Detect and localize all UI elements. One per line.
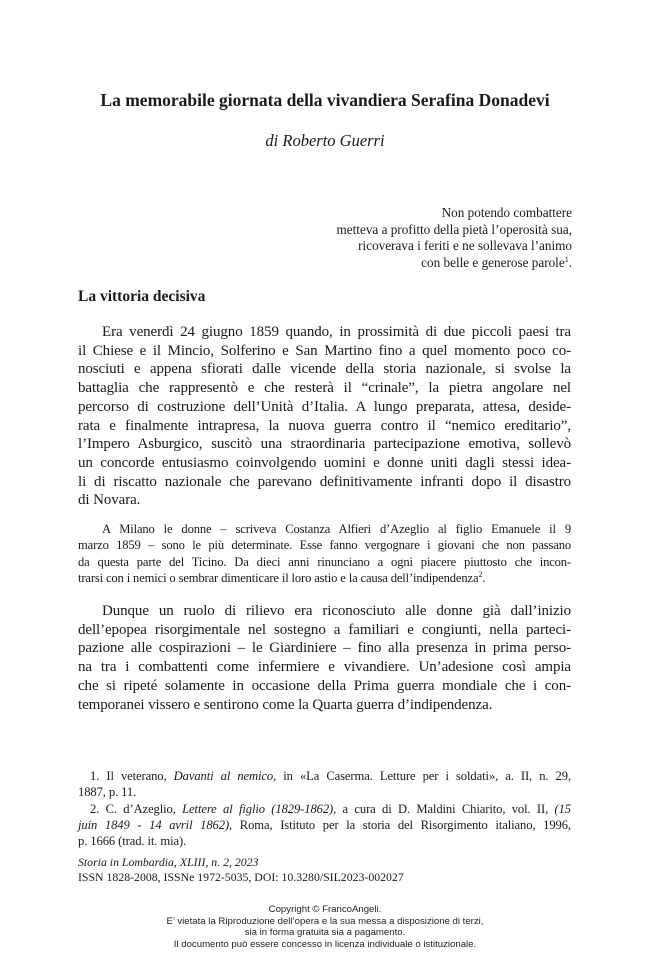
article-title: La memorabile giornata della vivandiera Serafina Donadevi [100, 90, 550, 110]
text-line: na tra i combattenti come infermiere e vivandiere. Un’adesione così ampia [78, 659, 571, 676]
epigraph-line: ricoverava i feriti e ne sollevava l’animo [358, 238, 572, 254]
text-line: Dunque un ruolo di rilievo era riconosciuto alle donne già dall’inizio [102, 603, 571, 619]
copyright-line: Il documento può essere concesso in licenza individuale o istituzionale. [173, 938, 477, 950]
footnote-2 [78, 801, 571, 849]
footnote-1 [78, 768, 571, 800]
copyright-line: Copyright © FrancoAngeli. [268, 904, 382, 915]
copyright-line: sia in forma gratuita sia a pagamento. [244, 927, 406, 938]
text-line: rata e finalmente intrapresa, la nuova guerra contro il “nemico ereditario”, [78, 417, 571, 434]
text-line: pazione alle cospirazioni – le Giardiniere – fino alla presenza in prima perso- [78, 640, 571, 657]
block-quote [78, 521, 571, 586]
paragraph-2 [78, 602, 571, 714]
quote-line-last: trarsi con i nemici o sembrar dimenticare il loro astio e la causa dell’indipendenza$^2$. [78, 569, 486, 585]
copyright-notice [0, 904, 650, 950]
footnotes [78, 768, 571, 849]
journal-issn-doi: ISSN 1828-2008, ISSNe 1972-5035, DOI: 10.3280/SIL2023-002027 [78, 870, 404, 884]
text-line: li di riscatto nazionale che parevano definitivamente infranti dopo il disastro [78, 473, 571, 490]
footnote-line: p. 1666 (trad. it. mia). [78, 834, 187, 848]
text-line: temporanei vissero e sentirono come la Quarta guerra d’indipendenza. [78, 696, 493, 713]
text-line: nosciuti e appena sfiorati dalle vicende della storia nazionale, si svolse la [78, 361, 571, 378]
quote-line: A Milano le donne – scriveva Costanza Alfieri d’Azeglio al figlio Emanuele il 9 [102, 522, 571, 536]
copyright-line: E’ vietata la Riproduzione dell’opera e la sua messa a disposizione di terzi, [166, 915, 484, 927]
text-line: battaglia che rappresentò e che resterà il “crinale”, la pietra angolare nel [78, 380, 571, 397]
footnote-line: 1887, p. 11. [78, 785, 137, 799]
section-heading: La vittoria decisiva [78, 288, 206, 305]
text-line: che si ripeté solamente in occasione della Prima guerra mondiale che i con- [78, 677, 571, 694]
journal-info [78, 855, 404, 885]
text-line: dell’epopea risorgimentale nel sostegno a familiari e congiunti, nella parteci- [78, 621, 571, 638]
article-author: di Roberto Guerri [265, 131, 385, 150]
epigraph-line: Non potendo combattere [441, 205, 572, 220]
footnote-line: 1. Il veterano, Davanti al nemico, in «La Caserma. Letture per i soldati», a. II, n. 29, [90, 769, 571, 783]
epigraph-line: metteva a profitto della pietà l’operosità sua, [336, 221, 572, 237]
footnote-line: juin 1849 - 14 avril 1862), Roma, Istituto per la storia del Risorgimento italiano, 1996, [78, 818, 571, 832]
epigraph-line-last: con belle e generose parole$^1$. [421, 254, 572, 270]
quote-line: da questa parte del Ticino. Da dieci anni rinunciano a ogni piacere piuttosto che incon- [78, 554, 571, 569]
text-line: l’Impero Asburgico, suscitò una straordinaria partecipazione emotiva, sollevò [78, 436, 571, 453]
text-line: il Chiese e il Mincio, Solferino e San Martino fino a quel momento poco co- [78, 342, 571, 359]
paragraph-1 [78, 323, 571, 510]
epigraph [337, 205, 572, 271]
text-line: un concorde entusiasmo coinvolgendo uomini e donne uniti dagli stessi idea- [78, 454, 571, 471]
text-line: percorso di costruzione dell’Unità d’Italia. A lungo preparata, attesa, deside- [78, 398, 571, 415]
text-line: di Novara. [78, 492, 141, 509]
footnote-line: 2. C. d’Azeglio, Lettere al figlio (1829-1862), a cura di D. Maldini Chiarito, vol. II, (15 [90, 802, 572, 816]
quote-line: marzo 1859 – sono le più determinate. Esse fanno vergognare i giovani che non passano [78, 538, 571, 553]
footnote-ref-1[interactable]: 1 [564, 254, 569, 264]
text-line: Era venerdì 24 giugno 1859 quando, in prossimità di due piccoli paesi tra [102, 324, 571, 340]
journal-citation: Storia in Lombardia, XLIII, n. 2, 2023 [78, 855, 259, 869]
footnote-ref-2[interactable]: 2 [478, 569, 483, 579]
